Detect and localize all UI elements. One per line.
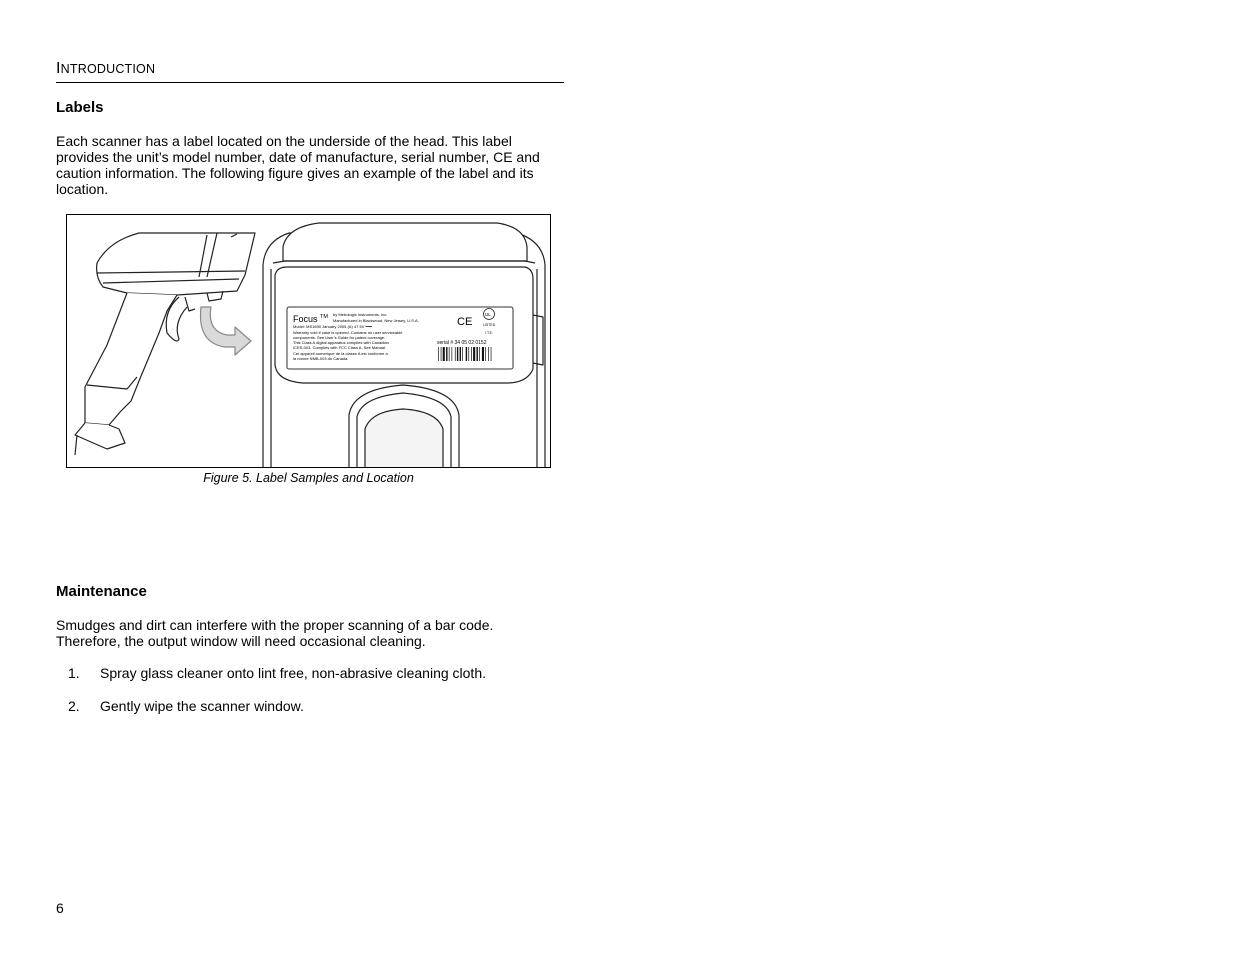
barcode-bar [491, 347, 492, 361]
barcode-bar [455, 347, 456, 361]
page-number: 6 [56, 900, 64, 916]
barcode-bar [438, 347, 439, 361]
barcode-bar [477, 347, 478, 361]
barcode-bar [446, 347, 447, 361]
barcode-bar [462, 347, 463, 361]
maintenance-step [68, 665, 486, 681]
maintenance-heading: Maintenance [56, 583, 147, 600]
barcode-bar [482, 347, 484, 361]
barcode-bar [457, 347, 458, 361]
barcode-bar [460, 347, 461, 361]
barcode-bar [468, 347, 469, 361]
scanner-illustration [67, 215, 550, 467]
ul-mark-text: UL [485, 312, 491, 317]
labels-heading: Labels [56, 99, 104, 116]
chapter-header-rest: NTRODUCTION [60, 62, 156, 76]
label-made-in: Manufactured in Blackwood, New Jersey, U.S.A. [333, 318, 419, 323]
barcode-bar [449, 347, 450, 361]
barcode-bar [485, 347, 486, 361]
maintenance-step [68, 698, 304, 714]
label-model-line: Model: MS1690 January 2005 (A) 47 5V ⎓⎓ [293, 324, 372, 329]
barcode-bar [479, 347, 480, 361]
barcode-bar [488, 347, 489, 361]
barcode-bar [473, 347, 475, 361]
label-french-1: Cet appareil numerique de la classe A est conforme a [293, 351, 388, 356]
label-warranty: Warranty void if case is opened. Contains no user serviceable [293, 330, 403, 335]
labels-paragraph: Each scanner has a label located on the underside of the head. This label provides the unit’s model number, date of manufacture, serial number, CE and caution information. The following figure gives an example of the label and its location. [56, 133, 540, 197]
chapter-header-initial: I [56, 60, 61, 77]
step-number: 2. [68, 698, 80, 714]
step-number: 1. [68, 665, 80, 681]
maintenance-paragraph: Smudges and dirt can interfere with the proper scanning of a bar code. Therefore, the output window will need occasional cleaning. [56, 617, 494, 649]
chapter-header [56, 60, 564, 83]
step-text: Spray glass cleaner onto lint free, non-abrasive cleaning cloth. [100, 665, 486, 681]
barcode-bar [441, 347, 442, 361]
ul-listed: LISTED [483, 323, 496, 327]
label-figure [66, 214, 551, 468]
step-text: Gently wipe the scanner window. [100, 698, 304, 714]
label-trademark: TM [320, 314, 328, 320]
figure-caption: Figure 5. Label Samples and Location [203, 471, 414, 485]
label-french-2: la norme NMB-003 du Canada. [293, 356, 349, 361]
ce-mark: CE [457, 316, 473, 328]
label-class-a: This Class A digital apparatus complies with Canadian [293, 340, 389, 345]
serial-number: serial # 34 05 02 0152 [437, 340, 487, 346]
barcode-bar [452, 347, 453, 361]
barcode-bar [443, 347, 445, 361]
label-brand: Focus [293, 314, 318, 324]
barcode-bar [471, 347, 472, 361]
label-by-line: by Metrologic Instruments, Inc. [333, 312, 388, 317]
label-ices: ICES-003. Complies with FCC Class A. See Manual. [293, 345, 387, 350]
ul-ite: I.T.E. [485, 331, 493, 335]
barcode-bar [466, 347, 467, 361]
label-components: components. See User’s Guide for patent coverage. [293, 335, 386, 340]
